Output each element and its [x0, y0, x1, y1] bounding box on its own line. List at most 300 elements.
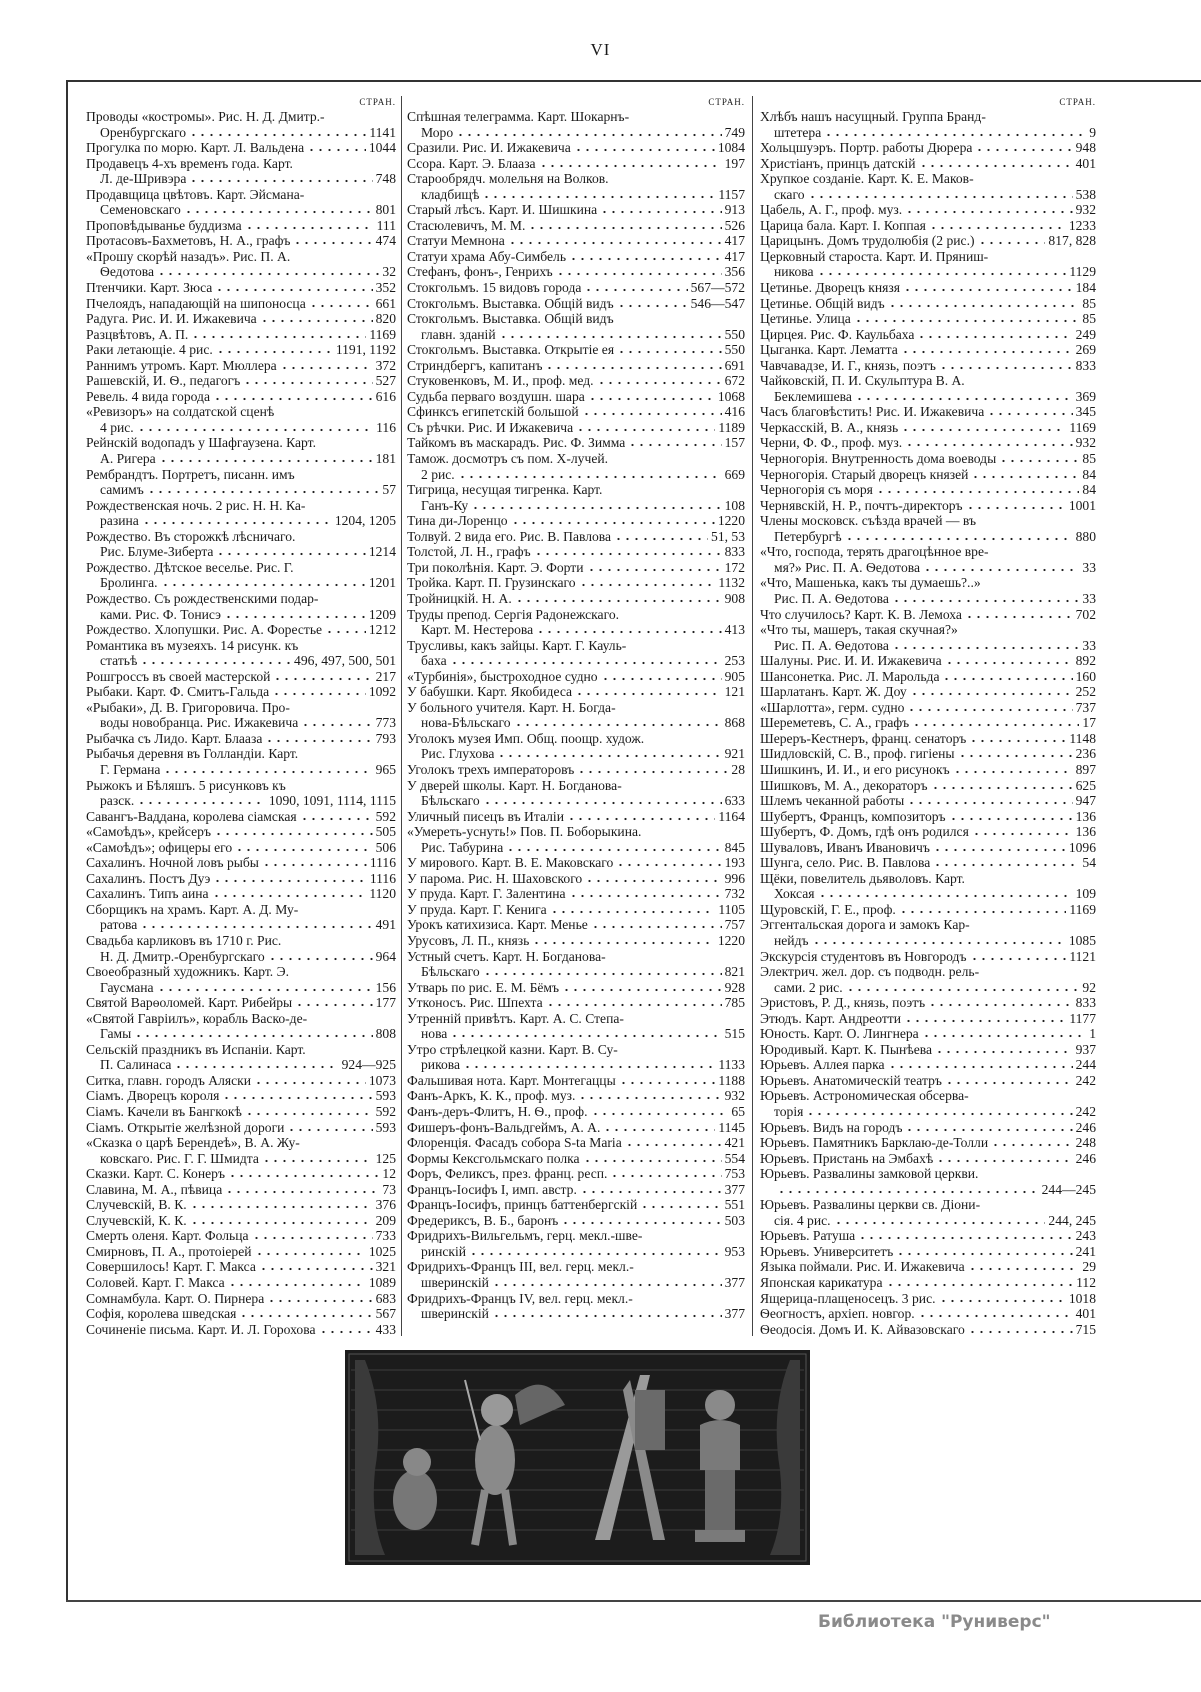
index-entry — [407, 1291, 745, 1322]
entry-title-continued: Хоксая — [774, 886, 815, 902]
index-entry — [760, 171, 1096, 202]
index-entry — [86, 467, 396, 498]
dot-leader — [157, 982, 373, 992]
entry-title: Сфинксъ египетскій большой — [407, 404, 579, 420]
dot-leader — [189, 173, 372, 183]
dot-leader — [587, 562, 722, 572]
entry-title: Шансонетка. Рис. Л. Марольда — [760, 668, 940, 684]
index-entry — [86, 1182, 396, 1198]
entry-page-number: 108 — [724, 497, 745, 513]
dot-leader — [619, 1075, 716, 1085]
index-entry — [760, 1088, 1096, 1119]
index-entry — [86, 342, 396, 358]
dot-leader — [987, 406, 1072, 416]
dot-leader — [591, 919, 722, 929]
entry-title: Юрьевъ. Развалины церкви св. Діони- — [760, 1197, 981, 1213]
library-watermark: Библиотека "Руниверс" — [818, 1612, 1051, 1632]
entry-title: Проводы «костромы». Рис. Н. Д. Дмитр.- — [86, 109, 325, 124]
entry-page-number: 1133 — [718, 1057, 745, 1073]
index-entry — [86, 498, 396, 529]
dot-leader — [463, 1059, 715, 1069]
entry-title: Юродивый. Карт. К. Пынѣева — [760, 1041, 933, 1057]
entry-title: Фальшивая нота. Карт. Монтегаццы — [407, 1072, 616, 1088]
entry-title-continued: нова-Бѣльскаго — [421, 715, 511, 731]
dot-leader — [224, 609, 366, 619]
entry-title: Форъ, Феликсъ, през. франц. респ. — [407, 1166, 608, 1182]
entry-title: Цетинье. Улица — [760, 311, 851, 327]
index-entry — [760, 1322, 1096, 1338]
dot-leader — [912, 717, 1079, 727]
index-entry — [407, 762, 745, 778]
entry-title-continued: шверинскій — [421, 1306, 489, 1322]
entry-title: Рождество. Въ сторожкѣ лѣсничаго. — [86, 528, 296, 544]
entry-title: «Шарлотта», герм. судно — [760, 699, 905, 715]
dot-leader — [228, 1168, 379, 1178]
entry-title-continued: скаго — [774, 186, 805, 202]
dot-leader — [991, 1137, 1073, 1147]
entry-title: Юрьевъ. Развалины замковой церкви. — [760, 1166, 979, 1182]
index-entry — [86, 871, 396, 887]
index-entry — [407, 1120, 745, 1136]
index-entry — [407, 591, 745, 607]
entry-page-number: 416 — [724, 404, 745, 420]
entry-title-continued: самимъ — [100, 482, 144, 498]
index-entry — [86, 435, 396, 466]
entry-title-continued: Г. Германа — [100, 761, 161, 777]
entry-page-number: 121 — [724, 684, 745, 700]
entry-page-number: 785 — [724, 995, 745, 1011]
index-entry — [86, 1244, 396, 1260]
index-entry — [407, 296, 745, 312]
index-entry — [407, 560, 745, 576]
dot-leader — [907, 702, 1072, 712]
entry-page-number: 965 — [375, 761, 396, 777]
dot-leader — [931, 780, 1073, 790]
dot-leader — [919, 158, 1073, 168]
index-entry — [760, 622, 1096, 653]
index-entry — [760, 1120, 1096, 1136]
index-entry — [86, 280, 396, 296]
entry-page-number: 880 — [1075, 528, 1096, 544]
index-entry — [407, 342, 745, 358]
entry-page-number: 1209 — [368, 606, 396, 622]
entry-title-continued: Петербургѣ — [774, 528, 842, 544]
index-entry — [760, 1244, 1096, 1260]
dot-leader — [972, 826, 1073, 836]
entry-page-number: 1001 — [1068, 497, 1096, 513]
entry-title: Шарлатанъ. Карт. Ж. Доу — [760, 684, 907, 700]
entry-title: Щёки, повелитель дьяволовъ. Карт. — [760, 870, 965, 886]
entry-title: «Прошу скорѣй назадъ». Рис. П. А. — [86, 248, 291, 264]
entry-title: «Самоѣдъ», крейсеръ — [86, 824, 211, 840]
entry-title-continued: мя?» Рис. П. А. Ѳедотова — [774, 559, 921, 575]
entry-title: Урусовъ, Л. П., князь — [407, 932, 530, 948]
dot-leader — [969, 733, 1066, 743]
entry-page-number: 28 — [731, 761, 745, 777]
dot-leader — [942, 671, 1072, 681]
index-entry — [407, 1011, 745, 1042]
dot-leader — [845, 531, 1073, 541]
entry-page-number: 733 — [375, 1228, 396, 1244]
entry-title: Шидловскій, С. В., проф. гигіены — [760, 746, 955, 762]
entry-page-number: 897 — [1075, 761, 1096, 777]
entry-page-number: 1157 — [718, 186, 745, 202]
dot-leader — [939, 1293, 1066, 1303]
entry-title: Царица бала. Карт. І. Коппая — [760, 217, 926, 233]
index-entry — [407, 917, 745, 933]
entry-title: Стуковенковъ, М. И., проф. мед. — [407, 373, 594, 389]
index-entry — [760, 358, 1096, 374]
entry-page-number: 748 — [375, 171, 396, 187]
dot-leader — [458, 469, 722, 479]
index-entry — [760, 1306, 1096, 1322]
dot-leader — [492, 1308, 722, 1318]
entry-title: Три поколѣнія. Карт. Э. Форти — [407, 559, 584, 575]
entry-title: Рашевскій, И. Ѳ., педагогъ — [86, 373, 241, 389]
dot-leader — [134, 1028, 372, 1038]
index-entry — [86, 809, 396, 825]
entry-title-continued: Рис. Блуме-Зиберта — [100, 544, 214, 560]
entry-page-number: 236 — [1075, 746, 1096, 762]
index-entry — [760, 653, 1096, 669]
entry-page-number: 57 — [382, 482, 396, 498]
entry-page-number: 1068 — [717, 388, 745, 404]
dot-leader — [777, 1184, 1039, 1194]
dot-leader — [499, 329, 722, 339]
index-entry — [407, 1135, 745, 1151]
dot-leader — [834, 1215, 1046, 1225]
index-entry — [86, 1275, 396, 1291]
entry-title: Фридрихъ-Вильгельмъ, герц. мекл.-шве- — [407, 1228, 643, 1244]
dot-leader — [539, 158, 722, 168]
dot-leader — [215, 282, 372, 292]
entry-title: Рейнскій водопадъ у Шафгаузена. Карт. — [86, 435, 316, 451]
dot-leader — [532, 935, 715, 945]
entry-title: Славина, М. А., пѣвица — [86, 1181, 223, 1197]
index-entry — [760, 607, 1096, 623]
entry-page-number: 833 — [1075, 995, 1096, 1011]
index-entry — [760, 1197, 1096, 1228]
entry-page-number: 84 — [1082, 466, 1096, 482]
entry-page-number: 1025 — [368, 1243, 396, 1259]
dot-leader — [325, 624, 366, 634]
dot-leader — [235, 842, 372, 852]
entry-title: Японская карикатура — [760, 1275, 883, 1291]
index-entry — [86, 156, 396, 187]
entry-page-number: 773 — [375, 715, 396, 731]
index-entry — [760, 778, 1096, 794]
entry-title-continued: Ѳедотова — [100, 264, 155, 280]
dot-leader — [514, 717, 722, 727]
dot-leader — [239, 1308, 372, 1318]
dot-leader — [567, 811, 715, 821]
dot-leader — [903, 282, 1073, 292]
entry-page-number: 1085 — [1068, 932, 1096, 948]
entry-title: Птенчики. Карт. Зюса — [86, 280, 213, 296]
index-entry — [760, 1228, 1096, 1244]
dot-leader — [933, 857, 1079, 867]
entry-page-number: 616 — [375, 388, 396, 404]
entry-title: Софія, королева шведская — [86, 1306, 237, 1322]
entry-title-continued: разск. — [100, 793, 135, 809]
entry-page-number: 352 — [375, 280, 396, 296]
dot-leader — [888, 1059, 1073, 1069]
entry-title: Ящерица-плащеносецъ. 3 рис. — [760, 1290, 936, 1306]
dot-leader — [259, 1261, 373, 1271]
entry-page-number: 243 — [1075, 1228, 1096, 1244]
entry-title: Рембрандтъ. Портретъ, писанн. имъ — [86, 466, 295, 482]
entry-title: Раки летающіе. 4 рис. — [86, 342, 213, 358]
index-entry — [86, 995, 396, 1011]
entry-title: Протасовъ-Бахметовъ, Н. А., графъ — [86, 233, 291, 249]
dot-leader — [600, 204, 721, 214]
entry-page-number: 1096 — [1068, 839, 1096, 855]
dot-leader — [546, 997, 722, 1007]
entry-title: Свадьба карликовъ въ 1710 г. Рис. — [86, 932, 282, 948]
entry-page-number: 550 — [724, 342, 745, 358]
entry-page-number: 567 — [375, 1306, 396, 1322]
entry-title: Цабель, А. Г., проф. муз. — [760, 202, 903, 218]
entry-title: Тройка. Карт. П. Грузинскаго — [407, 575, 576, 591]
index-entry — [407, 1259, 745, 1290]
entry-title: Тайкомъ въ маскарадъ. Рис. Ф. Зимма — [407, 435, 626, 451]
index-entry — [86, 1228, 396, 1244]
entry-page-number: 92 — [1082, 979, 1096, 995]
entry-title: Старообрядч. молельня на Волков. — [407, 171, 609, 187]
index-entry — [86, 731, 396, 747]
entry-title: Шлемъ чеканной работы — [760, 793, 905, 809]
entry-page-number: 51, 53 — [711, 528, 745, 544]
entry-page-number: 1089 — [368, 1275, 396, 1291]
entry-title: Статуи Мемнона — [407, 233, 505, 249]
engraving-illustration — [345, 1350, 810, 1565]
entry-title: Ревель. 4 вида города — [86, 388, 210, 404]
entry-title: Члены московск. съѣзда врачей — въ — [760, 513, 976, 529]
entry-page-number: 377 — [724, 1306, 745, 1322]
index-entry — [86, 933, 396, 964]
entry-page-number: 242 — [1075, 1072, 1096, 1088]
entry-page-number: 32 — [382, 264, 396, 280]
entry-page-number: 1169 — [1069, 419, 1096, 435]
entry-page-number: 953 — [724, 1243, 745, 1259]
index-entry — [86, 1120, 396, 1136]
index-entry — [760, 715, 1096, 731]
entry-page-number: 417 — [724, 233, 745, 249]
entry-page-number: 1 — [1089, 1026, 1096, 1042]
entry-title: У пруда. Карт. Г. Кенига — [407, 901, 547, 917]
index-entry — [86, 404, 396, 435]
entry-page-number: 749 — [724, 124, 745, 140]
entry-page-number: 17 — [1082, 715, 1096, 731]
entry-title: Ѳеодосія. Домъ И. К. Айвазовскаго — [760, 1321, 965, 1337]
entry-title: Случевскій, В. К. — [86, 1197, 187, 1213]
entry-title: Святой Варѳоломей. Карт. Рибейры — [86, 995, 293, 1011]
index-column-2 — [407, 96, 745, 1322]
index-entry — [407, 1042, 745, 1073]
index-entry — [86, 249, 396, 280]
entry-title: Стокгольмъ. Выставка. Общій видъ — [407, 311, 614, 327]
entry-title: «Ревизоръ» на солдатской сценѣ — [86, 404, 275, 420]
entry-page-number: 1188 — [718, 1072, 745, 1088]
index-entry — [760, 296, 1096, 312]
index-entry — [86, 622, 396, 638]
dot-leader — [936, 1153, 1072, 1163]
entry-title: Фанъ-деръ-Флитъ, Н. Ѳ., проф. — [407, 1104, 588, 1119]
entry-page-number: 12 — [382, 1166, 396, 1182]
dot-leader — [905, 1122, 1072, 1132]
entry-title: У бабушки. Карт. Якобидеса — [407, 684, 573, 700]
page-number: VI — [590, 40, 611, 59]
dot-leader — [576, 422, 715, 432]
dot-leader — [482, 189, 715, 199]
entry-title: Щуровскій, Г. Е., проф. — [760, 901, 896, 917]
entry-title: Часъ благовѣстить! Рис. И. Ижакевича — [760, 404, 985, 420]
index-entry — [760, 1291, 1096, 1307]
entry-page-number: 948 — [1075, 140, 1096, 156]
dot-leader — [469, 1246, 722, 1256]
entry-title: Черни, Ф. Ф., проф. муз. — [760, 435, 903, 451]
index-entry — [86, 591, 396, 622]
entry-page-number: 592 — [375, 1104, 396, 1119]
dot-leader — [159, 453, 373, 463]
entry-title: Христіанъ, принцъ датскій — [760, 155, 916, 171]
entry-title: Сіамъ. Качели въ Бангкокѣ — [86, 1104, 242, 1119]
entry-page-number: 172 — [724, 559, 745, 575]
entry-page-number: 1141 — [369, 124, 396, 140]
entry-title: «Рыбаки», Д. В. Григоровича. Про- — [86, 699, 290, 715]
dot-leader — [905, 204, 1072, 214]
dot-leader — [508, 235, 722, 245]
entry-title: Стриндбергъ, капитанъ — [407, 357, 543, 373]
entry-page-number: 377 — [724, 1275, 745, 1291]
dot-leader — [287, 1122, 372, 1132]
dot-leader — [137, 795, 266, 805]
index-entry — [760, 327, 1096, 343]
entry-page-number: 793 — [375, 730, 396, 746]
dot-leader — [824, 127, 1086, 137]
entry-title-continued: ринскій — [421, 1243, 467, 1259]
index-entry — [407, 809, 745, 825]
dot-leader — [569, 251, 722, 261]
dot-leader — [506, 842, 721, 852]
entry-page-number: 193 — [724, 855, 745, 871]
entry-page-number: 369 — [1075, 388, 1096, 404]
dot-leader — [140, 655, 291, 665]
dot-leader — [574, 142, 715, 152]
entry-page-number: 538 — [1075, 186, 1096, 202]
entry-title: Шалуны. Рис. И. И. Ижакевича — [760, 653, 942, 669]
dot-leader — [569, 888, 722, 898]
entry-title: Юрьевъ. Университетъ — [760, 1243, 894, 1259]
dot-leader — [307, 142, 366, 152]
dot-leader — [295, 997, 372, 1007]
index-entry — [760, 762, 1096, 778]
entry-title: Прогулка по морю. Карт. Л. Вальдена — [86, 140, 305, 156]
entry-title-continued: Рис. Глухова — [421, 746, 495, 762]
entry-title-continued: 4 рис. — [100, 419, 134, 435]
dot-leader — [212, 888, 367, 898]
index-entry — [760, 498, 1096, 514]
dot-leader — [907, 795, 1072, 805]
entry-page-number: 1116 — [369, 855, 396, 871]
entry-title: Утконосъ. Рис. Шпехта — [407, 995, 543, 1011]
index-entry — [86, 638, 396, 669]
entry-title-continued: главн. зданій — [421, 326, 496, 342]
index-entry — [760, 420, 1096, 436]
index-entry — [86, 746, 396, 777]
entry-title: Хлѣбъ нашъ насущный. Группа Бранд- — [760, 109, 986, 124]
entry-page-number: 905 — [724, 668, 745, 684]
index-entry — [760, 140, 1096, 156]
entry-title: Сіамъ. Открытіе желѣзной дороги — [86, 1119, 285, 1135]
dot-leader — [280, 360, 373, 370]
entry-page-number: 932 — [1075, 435, 1096, 451]
entry-title-continued: Оренбургскаго — [100, 124, 186, 140]
dot-leader — [949, 811, 1073, 821]
dot-leader — [536, 624, 721, 634]
entry-page-number: 197 — [724, 155, 745, 171]
index-entry — [407, 249, 745, 265]
entry-title: Церковный староста. Карт. И. Пряниш- — [760, 248, 989, 264]
entry-page-number: 246 — [1075, 1150, 1096, 1166]
index-entry — [407, 684, 745, 700]
entry-title-continued: сами. 2 рис. — [774, 979, 843, 995]
dot-leader — [191, 329, 366, 339]
entry-title: Чайковскій, П. И. Скульптура В. А. — [760, 373, 965, 389]
top-rule — [66, 80, 1201, 82]
entry-title-continued: ратова — [100, 917, 138, 933]
entry-page-number: 156 — [375, 979, 396, 995]
entry-page-number: 181 — [375, 451, 396, 467]
dot-leader — [846, 982, 1080, 992]
entry-title: Цыганка. Карт. Лематта — [760, 342, 898, 358]
entry-page-number: 1121 — [1069, 948, 1096, 964]
index-entry — [407, 1213, 745, 1229]
dot-leader — [243, 375, 372, 385]
entry-page-number: 157 — [724, 435, 745, 451]
entry-title-continued: шверинскій — [421, 1275, 489, 1291]
entry-page-number: 241 — [1075, 1243, 1096, 1259]
index-entry — [760, 700, 1096, 716]
entry-title: Юрьевъ. Пристань на Эмбахѣ — [760, 1150, 934, 1166]
entry-page-number: 1148 — [1069, 730, 1096, 746]
entry-page-number: 1120 — [369, 886, 396, 902]
dot-leader — [137, 422, 373, 432]
entry-title: Юрьевъ. Памятникъ Барклаю-де-Толли — [760, 1135, 989, 1151]
entry-title: Своеобразный художникъ. Карт. Э. — [86, 964, 289, 980]
dot-leader — [580, 1184, 722, 1194]
entry-title-continued: Беклемишева — [774, 388, 852, 404]
index-entry — [86, 311, 396, 327]
dot-leader — [818, 888, 1073, 898]
dot-leader — [812, 935, 1066, 945]
dot-leader — [591, 1106, 729, 1116]
entry-title: Пчелоядъ, нападающій на шипоносца — [86, 295, 306, 311]
entry-page-number: 491 — [375, 917, 396, 933]
index-entry — [86, 1042, 396, 1073]
entry-title: Хрупкое созданіе. Карт. К. Е. Маков- — [760, 171, 974, 187]
entry-title: Электрич. жел. дор. съ подводн. рель- — [760, 964, 980, 980]
index-entry — [86, 296, 396, 312]
dot-leader — [214, 826, 373, 836]
entry-page-number: 111 — [376, 217, 396, 233]
entry-title-continued: торія — [774, 1104, 804, 1119]
entry-title: Рождественская ночь. 2 рис. Н. Н. Ка- — [86, 497, 306, 513]
index-entry — [760, 669, 1096, 685]
entry-page-number: 269 — [1075, 342, 1096, 358]
index-entry — [760, 1135, 1096, 1151]
index-entry — [760, 109, 1096, 140]
